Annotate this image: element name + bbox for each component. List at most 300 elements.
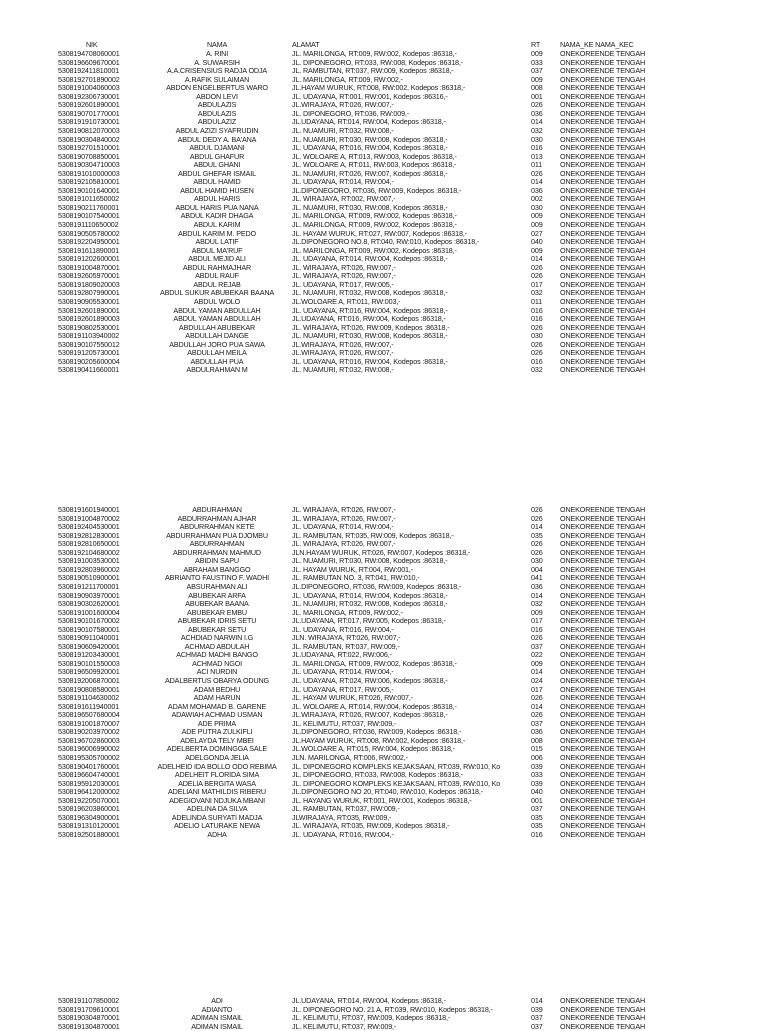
header-kec: NAMA_KE NAMA_KEC	[560, 40, 634, 49]
cell-rt: 011	[531, 160, 543, 170]
cell-rt: 013	[531, 151, 543, 161]
cell-rt: 014	[531, 177, 543, 187]
cell-alamat: JL.HAYAM WURUK, RT:008, RW:002, Kodepos :86318,-	[292, 83, 466, 93]
cell-nama: ADIANTO	[201, 1004, 233, 1014]
cell-nama: ADALBERTUS OBARYA ODUNG	[165, 676, 269, 685]
cell-nik: 5308190302620001	[58, 599, 120, 609]
cell-rt: 016	[531, 143, 543, 153]
cell-nik: 5308192601890003	[58, 314, 120, 324]
cell-nik: 5308191601940001	[58, 505, 120, 514]
cell-nik: 5308190211760001	[58, 202, 120, 212]
cell-nama: ABRIANTO FAUSTINO F. WADHI	[165, 573, 269, 583]
cell-nik: 5308190107540001	[58, 211, 120, 221]
cell-nik: 5308192404530001	[58, 522, 120, 532]
cell-nik: 5308191104630002	[58, 693, 120, 703]
cell-kec: ONEKOREENDE TENGAH	[560, 117, 646, 127]
cell-nik: 5308195912030001	[58, 778, 120, 788]
cell-nik: 5308196412000002	[58, 787, 120, 797]
cell-alamat: JL. UDAYANA, RT:016, RW:004, Kodepos :86318,-	[292, 143, 448, 153]
cell-kec: ONEKOREENDE TENGAH	[560, 718, 646, 728]
cell-rt: 039	[531, 761, 543, 771]
cell-nama: ABDUL DJAMANI	[189, 143, 245, 153]
cell-alamat: JL. WIRAJAYA, RT:026, RW:007,-	[292, 262, 396, 272]
cell-nik: 5308196304900001	[58, 812, 120, 822]
cell-nama: ADI	[211, 996, 223, 1005]
cell-nik: 5308191004870001	[58, 262, 120, 272]
cell-kec: ONEKOREENDE TENGAH	[560, 829, 646, 839]
cell-alamat: JL. RAMBUTAN, RT:037, RW:009,-	[292, 641, 400, 651]
cell-rt: 035	[531, 821, 543, 831]
cell-nik: 5308192104680002	[58, 547, 120, 557]
cell-nama: ABDUL WOLO	[193, 296, 241, 306]
cell-nama: ADELIA BERGITA WASA	[178, 778, 256, 788]
cell-nama: ABDURRAHMAN KETE	[179, 522, 255, 532]
header-nik: NIK	[86, 40, 98, 49]
cell-nik: 5308194708060001	[58, 49, 120, 58]
cell-nama: ABUBEKAR EMBU	[187, 607, 247, 617]
cell-kec: ONEKOREENDE TENGAH	[560, 237, 646, 247]
cell-rt: 036	[531, 727, 543, 737]
cell-nik: 5308191103940002	[58, 331, 120, 341]
cell-nik: 5308192306730001	[58, 91, 120, 101]
cell-nik: 5308190802530001	[58, 322, 120, 332]
cell-rt: 026	[531, 539, 543, 549]
cell-nama: A.RAFIK SULAIMAN	[184, 74, 250, 84]
cell-kec: ONEKOREENDE TENGAH	[560, 1013, 646, 1023]
cell-alamat: JL.DIPONEGORO, RT:036, RW:009, Kodepos :86318,-	[292, 727, 462, 737]
cell-alamat: JL. UDAYANA, RT:014, RW:004, Kodepos :86318,-	[292, 254, 448, 264]
cell-alamat: JL.UDAYANA, RT:017, RW:005, Kodepos :86318,-	[292, 616, 446, 626]
cell-alamat: JL. UDAYANA, RT:001, RW:001, Kodepos :86316,-	[292, 91, 448, 101]
cell-alamat: JLWIRAJAYA, RT:035, RW:009,-	[292, 812, 392, 822]
cell-alamat: JL. NUAMURI, RT:030, RW:008, Kodepos :86318,-	[292, 202, 448, 212]
cell-rt: 014	[531, 667, 543, 677]
cell-nik: 5308190107550012	[58, 339, 120, 349]
cell-alamat: JLN. MARILONGA, RT:006, RW:002,-	[292, 752, 408, 762]
cell-nama: ABDULLAH ABUBEKAR	[178, 322, 256, 332]
cell-kec: ONEKOREENDE TENGAH	[560, 607, 646, 617]
cell-alamat: JL. NUAMURI, RT:030, RW:008, Kodepos :86318,-	[292, 331, 448, 341]
cell-nama: ABDON LEVI	[196, 91, 238, 101]
cell-nama: ABDUL LATIF	[195, 237, 239, 247]
table-header	[0, 40, 768, 49]
cell-nik: 5308190304710003	[58, 160, 120, 170]
table-row	[0, 365, 768, 374]
cell-nama: ADAWIAH ACHMAD USMAN	[171, 710, 263, 720]
cell-kec: ONEKOREENDE TENGAH	[560, 650, 646, 660]
cell-nik: 5308191004870002	[58, 513, 120, 523]
cell-nik: 5308192601890001	[58, 305, 120, 315]
cell-kec: ONEKOREENDE TENGAH	[560, 1004, 646, 1014]
cell-nama: ACI NURDIN	[196, 667, 238, 677]
cell-nik: 5308192205070001	[58, 795, 120, 805]
cell-kec: ONEKOREENDE TENGAH	[560, 57, 646, 67]
cell-rt: 026	[531, 322, 543, 332]
cell-kec: ONEKOREENDE TENGAH	[560, 795, 646, 805]
cell-kec: ONEKOREENDE TENGAH	[560, 296, 646, 306]
cell-alamat: JL. KELIMUTU, RT:037, RW:009, Kodepos :86318,-	[292, 1013, 451, 1023]
cell-kec: ONEKOREENDE TENGAH	[560, 91, 646, 101]
cell-nik: 5308191611940001	[58, 701, 120, 711]
cell-kec: ONEKOREENDE TENGAH	[560, 271, 646, 281]
cell-nik: 5308191107850002	[58, 996, 120, 1005]
cell-kec: ONEKOREENDE TENGAH	[560, 676, 646, 685]
cell-alamat: JL. UDAYANA, RT:017, RW:005,-	[292, 684, 394, 694]
cell-nik: 5308192204950001	[58, 237, 120, 247]
cell-alamat: JL. KELIMUTU, RT:037, RW:009,-	[292, 1021, 397, 1031]
cell-rt: 016	[531, 829, 543, 839]
cell-nama: ABDUL SUKUR ABUBEKAR BAANA	[159, 288, 275, 298]
cell-rt: 016	[531, 305, 543, 315]
cell-rt: 009	[531, 211, 543, 221]
cell-alamat: JL. WIRAJAYA, RT:026, RW:007,-	[292, 505, 396, 514]
cell-kec: ONEKOREENDE TENGAH	[560, 108, 646, 118]
cell-nama: ADAM HARUN	[193, 693, 241, 703]
cell-nama: ADELINDA SURYATI MADJA	[171, 812, 263, 822]
cell-nama: ABDUL GHEFAR ISMAIL	[178, 168, 256, 178]
cell-rt: 017	[531, 684, 543, 694]
cell-nama: ABDUL MA'RUF	[191, 245, 243, 255]
cell-kec: ONEKOREENDE TENGAH	[560, 125, 646, 135]
cell-rt: 011	[531, 296, 543, 306]
cell-nama: ADE PUTRA ZULKIFLI	[181, 727, 253, 737]
cell-nama: ABDUL MEJID ALI	[188, 254, 246, 264]
cell-alamat: JL. RAMBUTAN NO. 3, RT:041, RW:010,-	[292, 573, 420, 583]
cell-kec: ONEKOREENDE TENGAH	[560, 356, 646, 366]
cell-nama: ABDULAZIZ	[197, 117, 237, 127]
cell-alamat: JL. DIPONEGORO, RT:033, RW:008, Kodepos :86318,-	[292, 57, 463, 67]
cell-rt: 026	[531, 100, 543, 110]
cell-nik: 5308191110650002	[58, 220, 119, 229]
cell-nama: A. SUWARSIH	[194, 57, 240, 67]
cell-nik: 5308190304870001	[58, 1013, 120, 1023]
cell-nama: ABUBEKAR SETU	[187, 624, 247, 634]
cell-alamat: JLN. WIRAJAYA, RT:026, RW:007,-	[292, 633, 401, 643]
cell-alamat: JL.WIRAJAYA, RT:026, RW:007,-	[292, 339, 394, 349]
cell-nik: 5308190205600004	[58, 356, 120, 366]
cell-alamat: JL. WOLOARE A, RT:011, RW:003, Kodepos :86318,-	[292, 160, 457, 170]
cell-alamat: JL.UDAYANA, RT:014, RW:004, Kodepos :86318,-	[292, 996, 446, 1005]
cell-nama: ABDUL REJAB	[193, 279, 241, 289]
cell-nama: ABDUL DEDY A. BA'ANA	[177, 134, 257, 144]
cell-kec: ONEKOREENDE TENGAH	[560, 556, 646, 566]
cell-kec: ONEKOREENDE TENGAH	[560, 100, 646, 110]
cell-rt: 024	[531, 676, 543, 685]
cell-nama: ADHA	[207, 829, 227, 839]
cell-nik: 5308191205730001	[58, 348, 120, 358]
cell-nik: 5308192006870001	[58, 676, 120, 685]
cell-kec: ONEKOREENDE TENGAH	[560, 667, 646, 677]
cell-nik: 5308191611890001	[58, 245, 120, 255]
cell-alamat: JL. RAMBUTAN, RT:037, RW:009,-	[292, 804, 400, 814]
cell-alamat: JL. WIRAJAYA, RT:035, RW:009, Kodepos :86318,-	[292, 821, 450, 831]
cell-nama: ADAM BEDHU	[193, 684, 241, 694]
cell-nik: 5308192501880001	[58, 829, 120, 839]
cell-nik: 5308191001870007	[58, 718, 120, 728]
cell-kec: ONEKOREENDE TENGAH	[560, 701, 646, 711]
cell-nama: ABUBEKAR BAANA	[185, 599, 249, 609]
cell-rt: 026	[531, 505, 543, 514]
cell-rt: 035	[531, 530, 543, 540]
cell-kec: ONEKOREENDE TENGAH	[560, 735, 646, 745]
cell-nik: 5308191310120001	[58, 821, 120, 831]
cell-alamat: JL.WOLOARE A, RT:011, RW:003,-	[292, 296, 401, 306]
cell-nama: A. RINI	[205, 49, 229, 58]
cell-kec: ONEKOREENDE TENGAH	[560, 693, 646, 703]
cell-rt: 001	[531, 91, 543, 101]
cell-alamat: JL. MARILONGA, RT:009, RW:002, Kodepos :86318,-	[292, 220, 457, 229]
cell-rt: 033	[531, 770, 543, 780]
cell-rt: 014	[531, 117, 543, 127]
cell-rt: 016	[531, 356, 543, 366]
cell-nama: ADAM MOHAMAD B. GARENE	[167, 701, 267, 711]
cell-rt: 040	[531, 787, 543, 797]
header-nama: NAMA	[207, 40, 228, 49]
cell-rt: 039	[531, 1004, 543, 1014]
cell-alamat: JL.DIPONEGORO NO 20, RT:040, RW:010, Kodepos :86318,-	[292, 787, 483, 797]
cell-nik: 5308190101640001	[58, 185, 120, 195]
cell-alamat: JL. MARILONGA, RT:009, RW:002,-	[292, 74, 403, 84]
cell-alamat: JLN.HAYAM WURUK, RT:026, RW:007, Kodepos :86318,-	[292, 547, 471, 557]
cell-nik: 5308192105810001	[58, 177, 120, 187]
cell-rt: 006	[531, 752, 543, 762]
cell-nama: ABUBEKAR IDRIS SETU	[177, 616, 257, 626]
cell-alamat: JL. UDAYANA, RT:014, RW:004,-	[292, 667, 394, 677]
cell-nik: 5308190505780002	[58, 228, 120, 238]
cell-kec: ONEKOREENDE TENGAH	[560, 322, 646, 332]
cell-rt: 009	[531, 49, 543, 58]
cell-nama: ACHMAD NGOI	[192, 658, 242, 668]
cell-alamat: JL. MARILONGA, RT:009, RW:002, Kodepos :86318,-	[292, 49, 457, 58]
cell-alamat: JL. DIPONEGORO KOMPLEKS KEJAKSAAN, RT:039, RW:010, Ko	[292, 761, 501, 771]
cell-rt: 026	[531, 348, 543, 358]
cell-nama: ABDUL YAMAN ABDULLAH	[173, 314, 261, 324]
cell-rt: 033	[531, 57, 543, 67]
cell-kec: ONEKOREENDE TENGAH	[560, 684, 646, 694]
cell-kec: ONEKOREENDE TENGAH	[560, 513, 646, 523]
cell-rt: 008	[531, 735, 543, 745]
cell-alamat: JL. NUAMURI, RT:032, RW:008,-	[292, 365, 394, 375]
cell-rt: 014	[531, 590, 543, 600]
cell-nik: 5308196006990002	[58, 744, 120, 754]
cell-rt: 040	[531, 237, 543, 247]
cell-kec: ONEKOREENDE TENGAH	[560, 202, 646, 212]
cell-nama: ABDULLAH MEILA	[187, 348, 247, 358]
cell-rt: 032	[531, 288, 543, 298]
cell-alamat: JL. UDAYANA, RT:016, RW:004, Kodepos :86318,-	[292, 356, 448, 366]
cell-rt: 009	[531, 220, 543, 229]
cell-nik: 5308196203860001	[58, 804, 120, 814]
cell-nama: A.A.CRISENSIUS RADJA ODJA	[166, 66, 268, 76]
table-row	[0, 830, 768, 839]
cell-nik: 5308191211700001	[58, 581, 120, 591]
cell-nama: ABDUL AZIZI SYAFRUDIN	[175, 125, 259, 135]
cell-nik: 5308190401760001	[58, 761, 120, 771]
cell-nik: 5308191709610001	[58, 1004, 120, 1014]
cell-alamat: JL. MARILONGA, RT:009, RW:002, Kodepos :86318,-	[292, 211, 457, 221]
cell-kec: ONEKOREENDE TENGAH	[560, 761, 646, 771]
cell-kec: ONEKOREENDE TENGAH	[560, 590, 646, 600]
cell-nama: ABDURRAHMAN AJHAR	[177, 513, 257, 523]
cell-alamat: JL. NUAMURI, RT:030, RW:008, Kodepos :86318,-	[292, 134, 448, 144]
cell-kec: ONEKOREENDE TENGAH	[560, 505, 646, 514]
cell-nik: 5308190903970001	[58, 590, 120, 600]
cell-rt: 026	[531, 262, 543, 272]
cell-rt: 037	[531, 66, 543, 76]
cell-rt: 037	[531, 1021, 543, 1031]
cell-kec: ONEKOREENDE TENGAH	[560, 539, 646, 549]
cell-rt: 004	[531, 564, 543, 574]
cell-rt: 014	[531, 254, 543, 264]
cell-nama: ABDUL KADIR DHAGA	[180, 211, 254, 221]
cell-kec: ONEKOREENDE TENGAH	[560, 658, 646, 668]
cell-rt: 037	[531, 718, 543, 728]
cell-nama: ABSURAHMAN ALI	[186, 581, 248, 591]
cell-alamat: JL. WOLOARE A, RT:013, RW:003, Kodepos :86318,-	[292, 151, 457, 161]
cell-nik: 5308191202600001	[58, 254, 120, 264]
cell-nik: 5308196702860003	[58, 735, 120, 745]
cell-nama: ABDULRAHMAN M	[186, 365, 248, 375]
cell-nama: ACHMAD MADHI BANGO	[176, 650, 258, 660]
cell-rt: 002	[531, 194, 543, 204]
cell-kec: ONEKOREENDE TENGAH	[560, 996, 646, 1005]
cell-rt: 026	[531, 513, 543, 523]
cell-nama: ABDULLAH JORO PUA SAWA	[169, 339, 265, 349]
cell-rt: 009	[531, 245, 543, 255]
cell-kec: ONEKOREENDE TENGAH	[560, 185, 646, 195]
cell-nama: ABDULLAH DANGE	[185, 331, 249, 341]
cell-rt: 039	[531, 778, 543, 788]
cell-nama: ABRAHAM BANGGO	[183, 564, 251, 574]
cell-nik: 5308192812830001	[58, 530, 120, 540]
cell-nama: ADEGIOVANI NDJUKA MBANI	[169, 795, 265, 805]
cell-rt: 014	[531, 701, 543, 711]
cell-kec: ONEKOREENDE TENGAH	[560, 744, 646, 754]
cell-nik: 5308192701890002	[58, 74, 120, 84]
cell-alamat: JL.DIPONEGORO NO.8, RT:040, RW:010, Kodepos :86318,-	[292, 237, 480, 247]
cell-nik: 5308192601890001	[58, 100, 120, 110]
cell-alamat: JL. WIRAJAYA, RT:026, RW:007,-	[292, 271, 396, 281]
cell-rt: 026	[531, 710, 543, 720]
cell-nama: ABDUL YAMAN ABDULLAH	[173, 305, 261, 315]
cell-nama: ABDURRAHMAN MAHMUD	[173, 547, 261, 557]
cell-nik: 5308191809020003	[58, 279, 120, 289]
cell-alamat: JL.DIPONEGORO, RT:036, RW:009, Kodepos :86318,-	[292, 185, 462, 195]
cell-nik: 5308191203430001	[58, 650, 120, 660]
cell-nama: ABDUL KARIM M. PEDO	[178, 228, 256, 238]
cell-nik: 5308196609670001	[58, 57, 120, 67]
cell-kec: ONEKOREENDE TENGAH	[560, 134, 646, 144]
cell-rt: 014	[531, 996, 543, 1005]
cell-alamat: JL. WIRAJAYA, RT:002, RW:007,-	[292, 194, 396, 204]
cell-kec: ONEKOREENDE TENGAH	[560, 305, 646, 315]
cell-nik: 5308190701770001	[58, 108, 120, 118]
cell-nama: ADELINA DA SILVA	[186, 804, 248, 814]
cell-kec: ONEKOREENDE TENGAH	[560, 812, 646, 822]
cell-nama: ABDUL RAHMAJHAR	[182, 262, 252, 272]
cell-kec: ONEKOREENDE TENGAH	[560, 331, 646, 341]
cell-nik: 5308190905530001	[58, 296, 120, 306]
cell-rt: 032	[531, 599, 543, 609]
cell-kec: ONEKOREENDE TENGAH	[560, 787, 646, 797]
cell-rt: 032	[531, 125, 543, 135]
cell-alamat: JL. DIPONEGORO, RT:036, RW:009,-	[292, 108, 410, 118]
cell-alamat: JL. UDAYANA, RT:014, RW:004,-	[292, 522, 394, 532]
cell-kec: ONEKOREENDE TENGAH	[560, 262, 646, 272]
cell-alamat: JL. UDAYANA, RT:024, RW:006, Kodepos :86318,-	[292, 676, 448, 685]
cell-nik: 5308190609420001	[58, 641, 120, 651]
cell-kec: ONEKOREENDE TENGAH	[560, 220, 646, 229]
cell-rt: 035	[531, 812, 543, 822]
cell-alamat: JL. NUAMURI, RT:032, RW:008, Kodepos :86318,-	[292, 599, 448, 609]
cell-nama: ABDURRAHMAN	[189, 539, 245, 549]
cell-kec: ONEKOREENDE TENGAH	[560, 314, 646, 324]
cell-rt: 001	[531, 795, 543, 805]
cell-alamat: JL.HAYAM WURUK, RT:008, RW:002, Kodepos :86318,-	[292, 735, 466, 745]
cell-alamat: JL. NUAMURI, RT:026, RW:007, Kodepos :86318,-	[292, 168, 448, 178]
cell-kec: ONEKOREENDE TENGAH	[560, 573, 646, 583]
cell-rt: 026	[531, 693, 543, 703]
cell-nama: ABIDIN SAPU	[195, 556, 239, 566]
cell-rt: 032	[531, 365, 543, 375]
cell-rt: 009	[531, 607, 543, 617]
cell-nama: ADELHEIT FLORIDA SIMA	[174, 770, 260, 780]
cell-rt: 036	[531, 185, 543, 195]
cell-kec: ONEKOREENDE TENGAH	[560, 530, 646, 540]
cell-rt: 026	[531, 168, 543, 178]
cell-nama: ABDULAZIS	[197, 108, 237, 118]
cell-nama: ABDON ENGELBERTUS WARO	[166, 83, 268, 93]
cell-alamat: JL. RAMBUTAN, RT:035, RW:009, Kodepos :86318,-	[292, 530, 454, 540]
cell-nik: 5308191003530001	[58, 556, 120, 566]
cell-kec: ONEKOREENDE TENGAH	[560, 49, 646, 58]
cell-kec: ONEKOREENDE TENGAH	[560, 770, 646, 780]
cell-nik: 5308190101670002	[58, 616, 120, 626]
cell-nama: ADELHEID IDA BOLLO ODO REBIMA	[157, 761, 277, 771]
cell-rt: 016	[531, 314, 543, 324]
cell-nama: ABDUL RAUF	[195, 271, 239, 281]
cell-alamat: JL. RAMBUTAN, RT:037, RW:009, Kodepos :86318,-	[292, 66, 454, 76]
cell-alamat: JL. WIRAJAYA, RT:026, RW:007,-	[292, 539, 396, 549]
cell-kec: ONEKOREENDE TENGAH	[560, 74, 646, 84]
cell-alamat: JL. HAYAM WURUK, RT:027, RW:007, Kodepos :86318,-	[292, 228, 467, 238]
cell-alamat: JL.UDAYANA, RT:022, RW:006,-	[292, 650, 392, 660]
cell-kec: ONEKOREENDE TENGAH	[560, 211, 646, 221]
cell-rt: 026	[531, 339, 543, 349]
cell-alamat: JL. UDAYANA, RT:016, RW:004,-	[292, 624, 394, 634]
cell-nama: ABDULAZIS	[197, 100, 237, 110]
cell-alamat: JL. UDAYANA, RT:016, RW:004, Kodepos :86318,-	[292, 305, 448, 315]
cell-alamat: JL. UDAYANA, RT:014, RW:004,-	[292, 177, 394, 187]
cell-nik: 5308192810650001	[58, 539, 120, 549]
cell-kec: ONEKOREENDE TENGAH	[560, 599, 646, 609]
cell-rt: 030	[531, 134, 543, 144]
cell-kec: ONEKOREENDE TENGAH	[560, 83, 646, 93]
cell-nama: ABDUL KARIM	[193, 220, 241, 229]
cell-nama: ABDUL GHANI	[193, 160, 241, 170]
cell-nik: 5308190411660001	[58, 365, 120, 375]
cell-nama: ACHDIAD NARWIN I.G	[180, 633, 254, 643]
cell-rt: 027	[531, 228, 543, 238]
cell-alamat: JL. WIRAJAYA, RT:026, RW:009, Kodepos :86318,-	[292, 322, 450, 332]
cell-alamat: JL.UDAYANA, RT:016, RW:004, Kodepos :86318,-	[292, 314, 446, 324]
cell-kec: ONEKOREENDE TENGAH	[560, 339, 646, 349]
cell-nik: 5308191001600004	[58, 607, 120, 617]
cell-rt: 008	[531, 83, 543, 93]
cell-alamat: JL. HAYAM WURUK, RT:004, RW:001,-	[292, 564, 413, 574]
cell-alamat: JL. DIPONEGORO KOMPLEKS KEJAKSAAN, RT:039, RW:010, Ko	[292, 778, 501, 788]
cell-rt: 041	[531, 573, 543, 583]
